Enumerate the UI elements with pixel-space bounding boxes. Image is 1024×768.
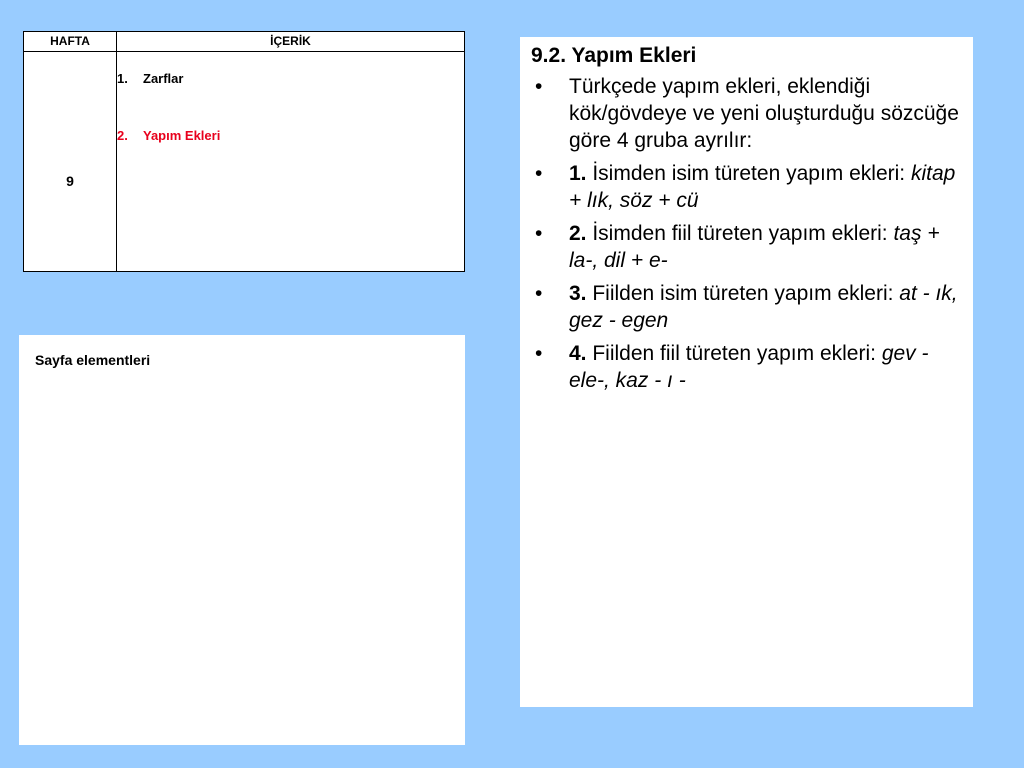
bullet-example: gev - ele-, kaz - ı - [569, 342, 929, 392]
bullet-number: 4. [569, 342, 587, 365]
list-item [520, 340, 973, 394]
panel-title: Sayfa elementleri [35, 352, 151, 368]
header-week: HAFTA [24, 32, 117, 51]
schedule-table [23, 31, 465, 272]
bullet-text: İsimden fiil türeten yapım ekleri: [586, 222, 894, 245]
list-item [520, 280, 973, 334]
content-item-zarflar [117, 71, 183, 86]
bullet-number: 2. [569, 222, 587, 245]
bullet-icon: • [535, 282, 543, 305]
week-number: 9 [66, 173, 74, 189]
table-header-row [24, 32, 464, 52]
content-panel [520, 37, 973, 707]
header-content: İÇERİK [270, 34, 311, 48]
bullet-text: Fiilden isim türeten yapım ekleri: [586, 282, 900, 305]
item-number: 1. [117, 71, 128, 86]
week-cell [24, 52, 117, 271]
item-number: 2. [117, 128, 128, 143]
list-item [520, 73, 973, 154]
bullet-text: İsimden isim türeten yapım ekleri: [586, 162, 911, 185]
item-label: Zarflar [143, 71, 184, 86]
bullet-example: taş + la-, dil + e- [569, 222, 940, 272]
section-title: 9.2. Yapım Ekleri [531, 44, 697, 67]
bullet-list [520, 73, 973, 400]
item-label: Yapım Ekleri [143, 128, 221, 143]
bullet-example: kitap + lık, söz + cü [569, 162, 956, 212]
list-item [520, 220, 973, 274]
bullet-icon: • [535, 342, 543, 365]
bullet-number: 3. [569, 282, 587, 305]
page-elements-panel [19, 335, 465, 745]
bullet-icon: • [535, 162, 543, 185]
bullet-number: 1. [569, 162, 587, 185]
list-item [520, 160, 973, 214]
bullet-text: Fiilden fiil türeten yapım ekleri: [586, 342, 882, 365]
bullet-text: Türkçede yapım ekleri, eklendiği kök/gövdeye ve yeni oluşturduğu sözcüğe göre 4 gruba ayrılır: [569, 75, 959, 152]
bullet-example: at - ık, gez - egen [569, 282, 958, 332]
content-item-yapim-ekleri [117, 128, 220, 143]
bullet-icon: • [535, 222, 543, 245]
bullet-icon: • [535, 75, 543, 98]
